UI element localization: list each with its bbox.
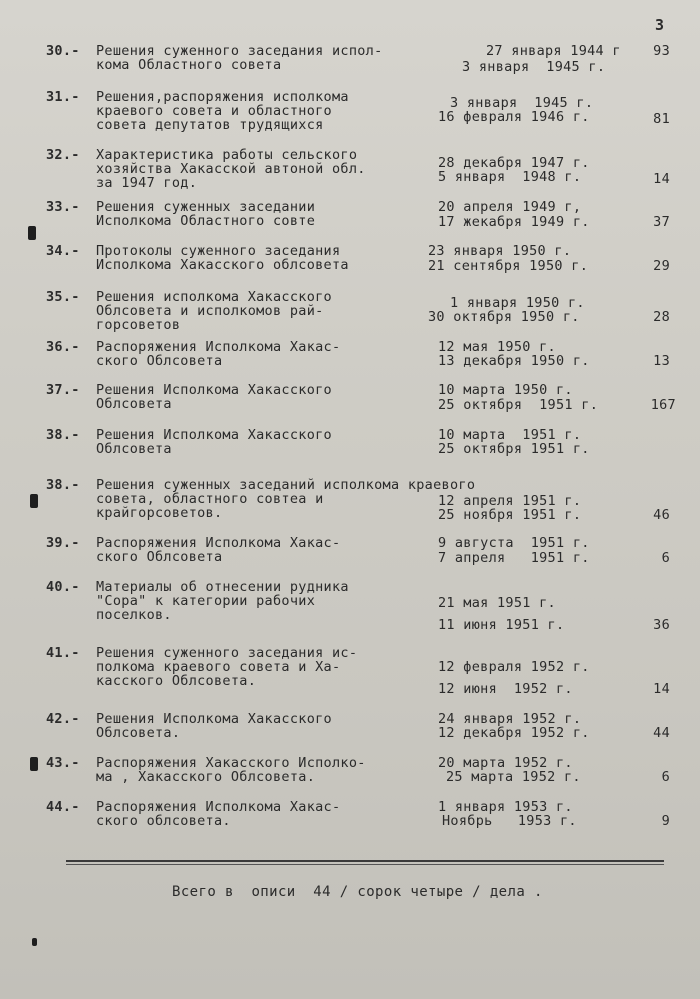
entry-title: Решения Исполкома Хакасского Облсовета (96, 382, 332, 412)
entry-number: 31.- (46, 89, 80, 105)
entry-start-date: 1 января 1950 г. (450, 295, 585, 311)
entry-start-date: 21 мая 1951 г. (438, 595, 556, 611)
entry-end-date: 25 октября 1951 г. (438, 441, 590, 457)
entry-title: Решения суженного заседания ис- полкома краевого совета и Ха- касского Облсовета. (96, 645, 358, 689)
entry-title: Распоряжения Исполкома Хакас- ского Облсовета (96, 339, 341, 369)
entry-number: 33.- (46, 199, 80, 215)
entry-sheet-count: 6 (661, 769, 670, 785)
entry-sheet-count: 46 (653, 507, 670, 523)
entry-end-date: 13 декабря 1950 г. (438, 353, 590, 369)
entry-number: 37.- (46, 382, 80, 398)
entry-title: Характеристика работы сельского хозяйства Хакасской автоной обл. за 1947 год. (96, 147, 366, 191)
entry-end-date: Ноябрь 1953 г. (442, 813, 577, 829)
entry-title: Решения исполкома Хакасского Облсовета и исполкомов рай- горсоветов (96, 289, 332, 333)
entry-title: Решения суженных заседаний исполкома краевого совета, областного совтеа и крайгорсоветов. (96, 477, 476, 521)
entry-sheet-count: 44 (653, 725, 670, 741)
entry-number: 32.- (46, 147, 80, 163)
entry-sheet-count: 9 (661, 813, 670, 829)
entry-number: 36.- (46, 339, 80, 355)
entry-title: Материалы об отнесении рудника "Сора" к категории рабочих поселков. (96, 579, 349, 623)
entry-end-date: 25 марта 1952 г. (446, 769, 581, 785)
entry-sheet-count: 28 (653, 309, 670, 325)
entry-end-date: 21 сентября 1950 г. (428, 258, 589, 274)
entry-start-date: 3 января 1945 г. (450, 95, 594, 111)
entry-number: 30.- (46, 43, 80, 59)
entry-title: Решения суженных заседании Исполкома Областного совте (96, 199, 316, 229)
entry-sheet-count: 36 (653, 617, 670, 633)
entry-number: 41.- (46, 645, 80, 661)
entry-start-date: 28 декабря 1947 г. (438, 155, 590, 171)
entry-sheet-count: 167 (650, 397, 676, 413)
binding-mark (32, 938, 37, 946)
entry-end-date: 3 января 1945 г. (462, 59, 606, 75)
entry-number: 40.- (46, 579, 80, 595)
page-number: 3 (654, 16, 664, 34)
entry-start-date: 23 января 1950 г. (428, 243, 572, 259)
entry-sheet-count: 13 (653, 353, 670, 369)
entry-number: 34.- (46, 243, 80, 259)
entry-end-date: 11 июня 1951 г. (438, 617, 565, 633)
entry-title: Распоряжения Хакасского Исполко- ма , Хакасского Облсовета. (96, 755, 366, 785)
entry-start-date: 10 марта 1950 г. (438, 382, 573, 398)
total-summary: Всего в описи 44 / сорок четыре / дела . (172, 884, 543, 900)
entry-end-date: 12 декабря 1952 г. (438, 725, 590, 741)
entry-start-date: 24 января 1952 г. (438, 711, 582, 727)
entry-start-date: 1 января 1953 г. (438, 799, 573, 815)
entry-end-date: 7 апреля 1951 г. (438, 550, 590, 566)
entry-start-date: 9 августа 1951 г. (438, 535, 590, 551)
divider-line (66, 860, 664, 862)
entry-start-date: 10 марта 1951 г. (438, 427, 582, 443)
entry-title: Распоряжения Исполкома Хакас- ского Облсовета (96, 535, 341, 565)
entry-sheet-count: 14 (653, 171, 670, 187)
entry-title: Решения,распоряжения исполкома краевого совета и областного совета депутатов трудящихся (96, 89, 349, 133)
binding-mark (30, 494, 38, 508)
entry-start-date: 12 апреля 1951 г. (438, 493, 582, 509)
entry-end-date: 30 октября 1950 г. (428, 309, 580, 325)
entry-end-date: 25 октября 1951 г. (438, 397, 599, 413)
entry-number: 44.- (46, 799, 80, 815)
entry-number: 38.- (46, 477, 80, 493)
entry-sheet-count: 14 (653, 681, 670, 697)
entry-number: 42.- (46, 711, 80, 727)
entry-start-date: 20 марта 1952 г. (438, 755, 573, 771)
entry-sheet-count: 37 (653, 214, 670, 230)
entry-start-date: 27 января 1944 г (486, 43, 621, 59)
entry-start-date: 12 мая 1950 г. (438, 339, 556, 355)
entry-title: Решения Исполкома Хакасского Облсовета (96, 427, 332, 457)
entry-title: Решения суженного заседания испол- кома Областного совета (96, 43, 383, 73)
entry-number: 35.- (46, 289, 80, 305)
entry-number: 43.- (46, 755, 80, 771)
entry-sheet-count: 6 (661, 550, 670, 566)
entry-end-date: 5 января 1948 г. (438, 169, 582, 185)
divider-line (66, 864, 664, 865)
entry-end-date: 16 февраля 1946 г. (438, 109, 590, 125)
entry-title: Решения Исполкома Хакасского Облсовета. (96, 711, 332, 741)
entry-end-date: 17 жекабря 1949 г. (438, 214, 590, 230)
entry-title: Протоколы суженного заседания Исполкома Хакасского облсовета (96, 243, 349, 273)
entry-end-date: 25 ноября 1951 г. (438, 507, 582, 523)
binding-mark (30, 757, 38, 771)
entry-number: 39.- (46, 535, 80, 551)
entry-sheet-count: 93 (653, 43, 670, 59)
entry-sheet-count: 81 (653, 111, 670, 127)
entry-start-date: 12 февраля 1952 г. (438, 659, 590, 675)
entry-number: 38.- (46, 427, 80, 443)
entry-sheet-count: 29 (653, 258, 670, 274)
entry-start-date: 20 апреля 1949 г, (438, 199, 582, 215)
entry-title: Распоряжения Исполкома Хакас- ского облсовета. (96, 799, 341, 829)
entry-end-date: 12 июня 1952 г. (438, 681, 573, 697)
binding-mark (28, 226, 36, 240)
